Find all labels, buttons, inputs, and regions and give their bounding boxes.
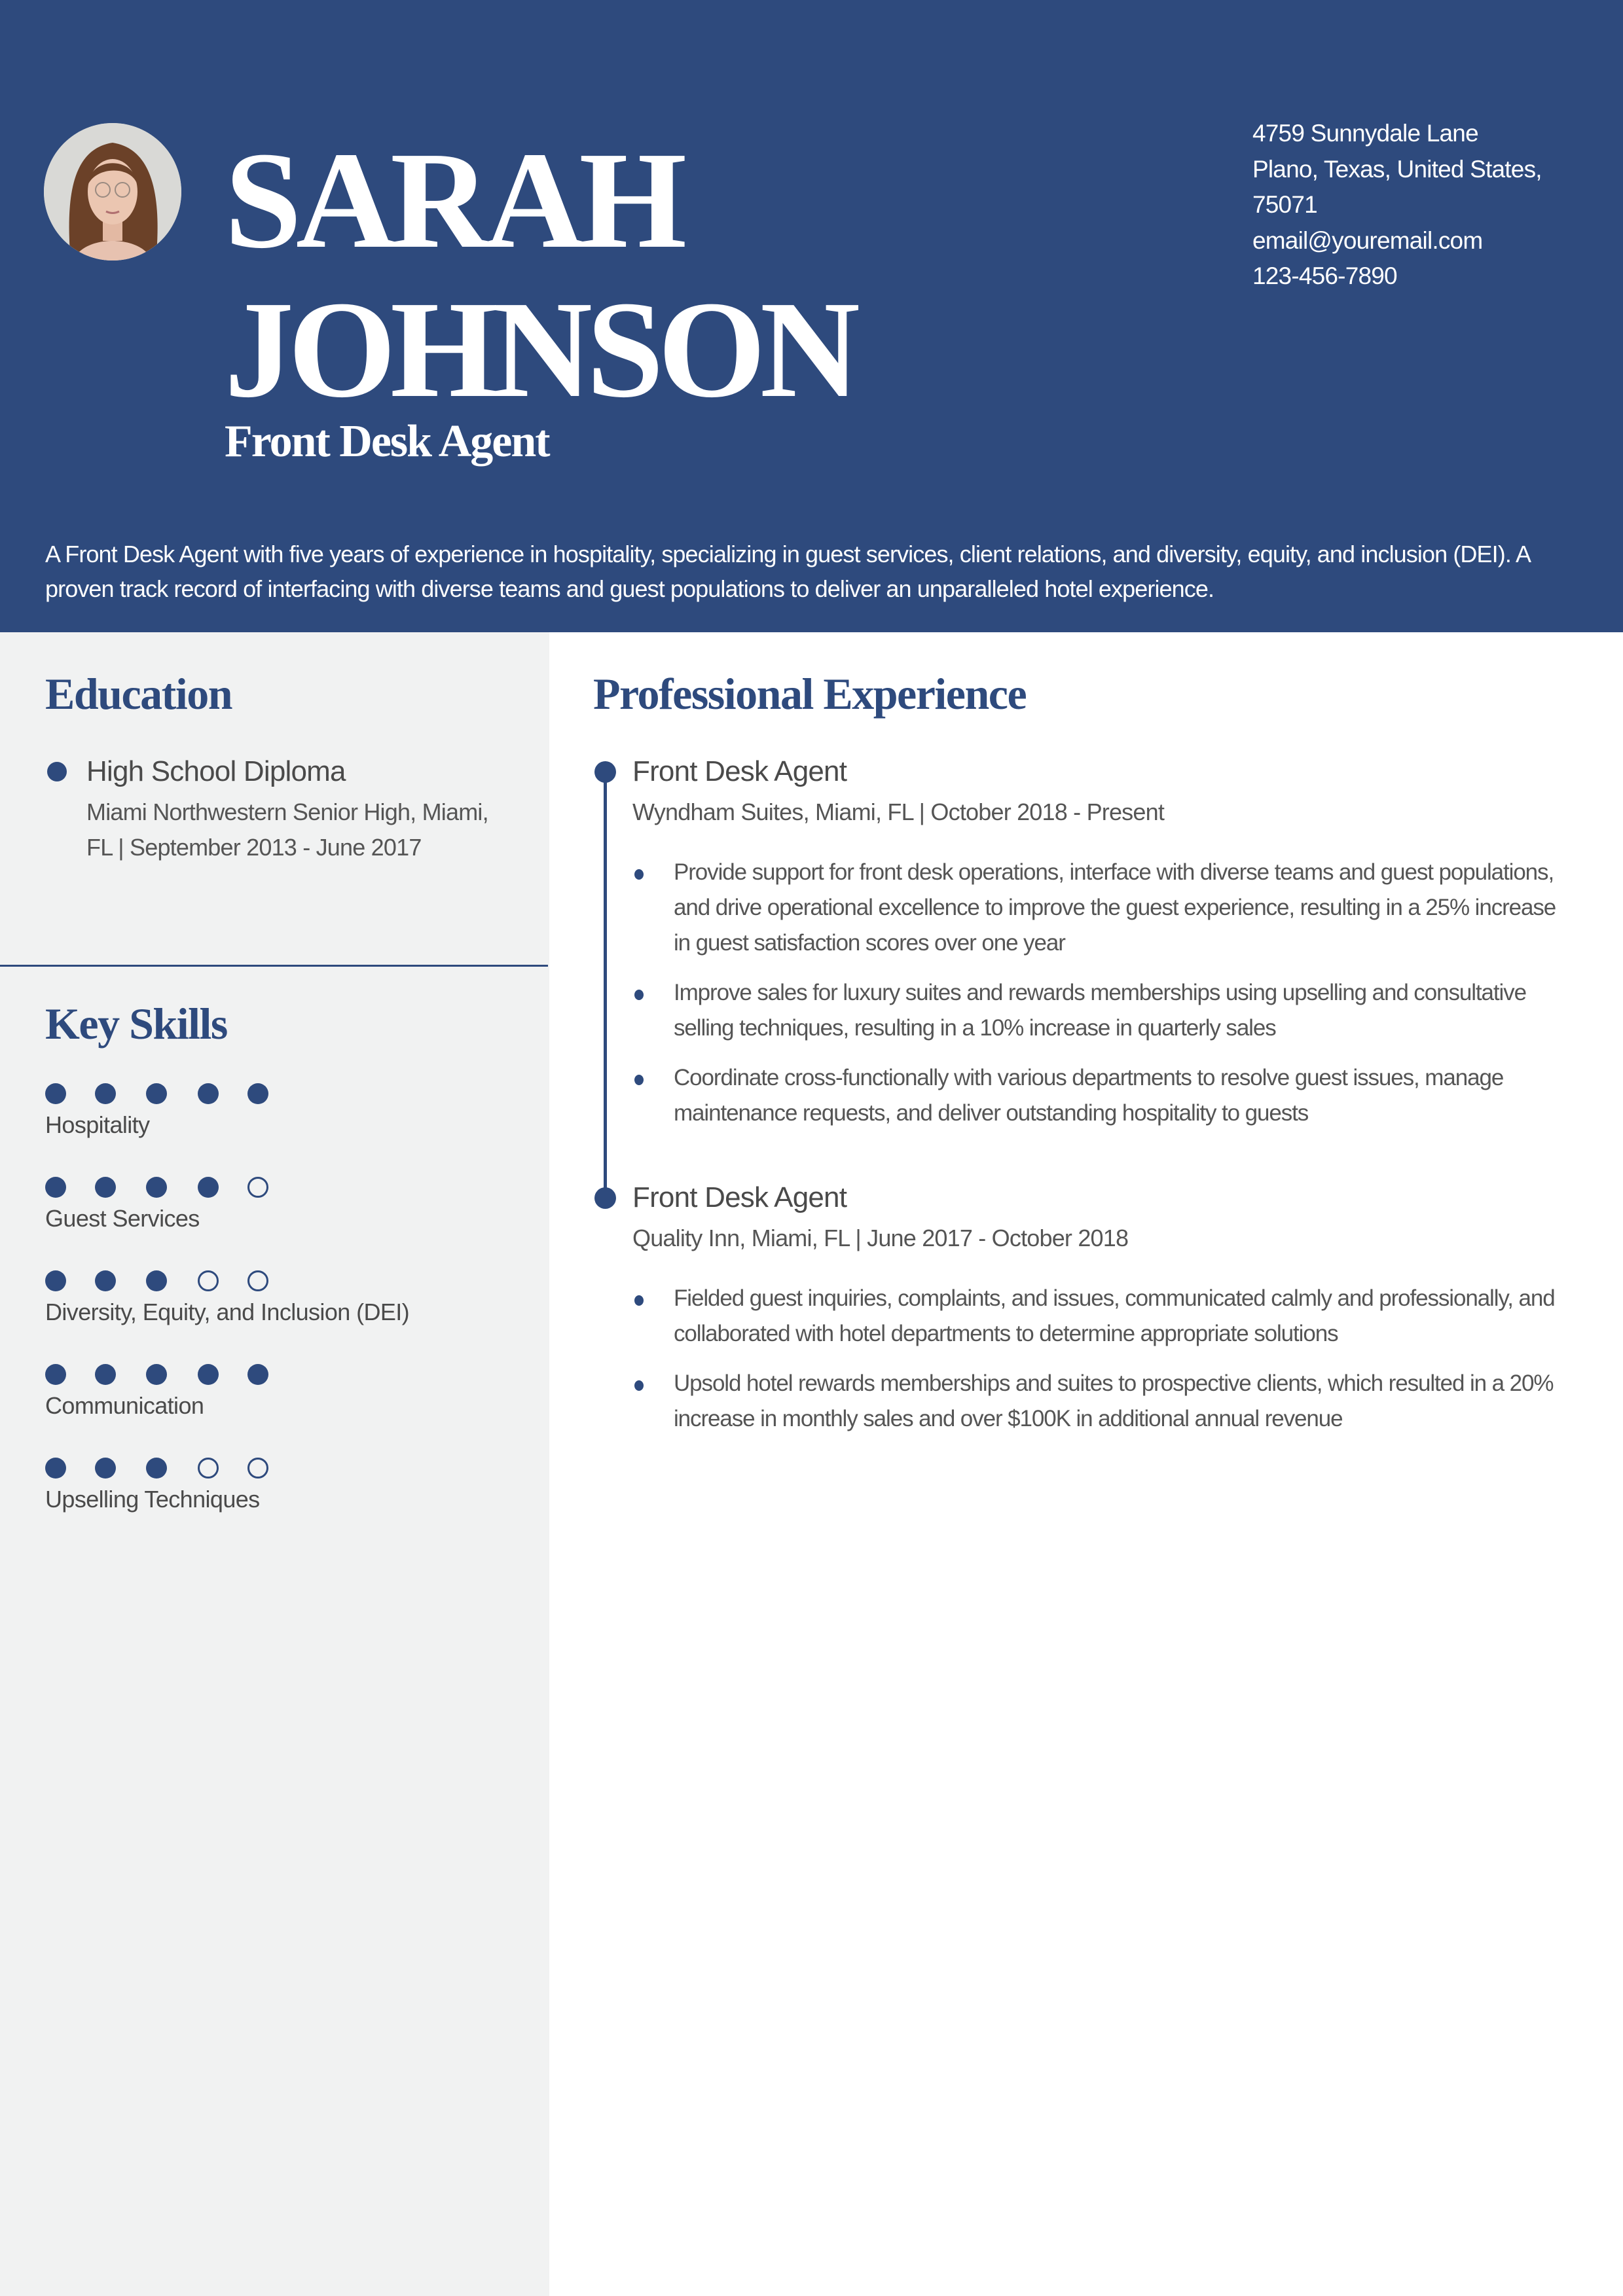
job-bullets [632, 855, 1562, 1131]
job-title: Front Desk Agent [225, 416, 549, 467]
skill-dot-filled-icon [45, 1270, 66, 1291]
job-entry-title: Front Desk Agent [632, 1181, 847, 1213]
timeline-dot-icon [594, 761, 616, 783]
summary: A Front Desk Agent with five years of experience in hospitality, specializing in guest services, client relations, and diversity, equity, and inclusion (DEI). A proven track record of interfacing with diverse teams and guest populations to deliver an unparalleled hotel experience. [45, 541, 1530, 602]
bullet-text: Provide support for front desk operations, interface with diverse teams and guest populations, and drive operational excellence to improve the guest experience, resulting in a 25% increase in guest satisfaction scores over one year [674, 859, 1556, 956]
bullet-text: Coordinate cross-functionally with various departments to resolve guest issues, manage maintenance requests, and deliver outstanding hospitality to guests [674, 1065, 1504, 1126]
education-details: Miami Northwestern Senior High, Miami, FL | September 2013 - June 2017 [86, 798, 488, 861]
skill-dot-empty-icon [247, 1458, 268, 1479]
bullet-text: Fielded guest inquiries, complaints, and issues, communicated calmly and professionally, and collaborated with hotel departments to determine appropriate solutions [674, 1285, 1555, 1346]
education-degree: High School Diploma [86, 755, 346, 787]
skill-dot-filled-icon [95, 1083, 116, 1104]
job-bullet [632, 1060, 1562, 1131]
phone: 123-456-7890 [1252, 262, 1397, 289]
job-bullet [632, 1366, 1562, 1437]
email[interactable]: email@youremail.com [1252, 226, 1483, 254]
sidebar [0, 632, 549, 2296]
skill-dot-filled-icon [95, 1364, 116, 1385]
section-divider [0, 965, 548, 967]
bullet-icon [634, 990, 644, 1000]
job-entry-company: Wyndham Suites, Miami, FL | October 2018 - Present [632, 798, 1165, 825]
skill-dot-filled-icon [95, 1177, 116, 1198]
experience-heading: Professional Experience [593, 669, 1027, 719]
skill-dot-filled-icon [45, 1458, 66, 1479]
skill-dot-filled-icon [45, 1364, 66, 1385]
first-name: SARAH [225, 123, 682, 277]
education-bullet-icon [47, 762, 67, 781]
skill-dot-empty-icon [198, 1458, 219, 1479]
skill-dot-filled-icon [198, 1364, 219, 1385]
job-bullet [632, 975, 1562, 1046]
skills-heading: Key Skills [45, 999, 227, 1049]
skill-dot-filled-icon [247, 1364, 268, 1385]
job-entry [632, 1180, 1562, 1451]
profile-photo [44, 123, 181, 260]
bullet-text: Upsold hotel rewards memberships and suites to prospective clients, which resulted in a 20% increase in monthly sales and over $100K in additional annual revenue [674, 1371, 1554, 1431]
address-line2: Plano, Texas, United States, [1252, 155, 1542, 183]
education-heading: Education [45, 669, 232, 719]
job-bullet [632, 855, 1562, 961]
job-bullets [632, 1281, 1562, 1437]
avatar-image [44, 123, 181, 260]
skill-dot-filled-icon [146, 1083, 167, 1104]
skill-dot-filled-icon [146, 1270, 167, 1291]
bullet-icon [634, 869, 644, 880]
skill-label: Hospitality [45, 1111, 150, 1138]
skill-dot-filled-icon [247, 1083, 268, 1104]
skill-dot-filled-icon [95, 1270, 116, 1291]
job-bullet [632, 1281, 1562, 1352]
bullet-icon [634, 1380, 644, 1391]
skill-dot-filled-icon [146, 1458, 167, 1479]
skill-dot-filled-icon [45, 1177, 66, 1198]
skill-dot-filled-icon [198, 1083, 219, 1104]
postal-code: 75071 [1252, 191, 1317, 218]
job-entry-company: Quality Inn, Miami, FL | June 2017 - October 2018 [632, 1225, 1129, 1251]
skill-dot-empty-icon [198, 1270, 219, 1291]
bullet-icon [634, 1075, 644, 1085]
job-entry [632, 754, 1562, 1145]
skill-dot-filled-icon [198, 1177, 219, 1198]
bullet-text: Improve sales for luxury suites and rewards memberships using upselling and consultative selling techniques, resulting in a 10% increase in quarterly sales [674, 980, 1526, 1041]
bullet-icon [634, 1295, 644, 1306]
skill-dot-filled-icon [45, 1083, 66, 1104]
skill-label: Guest Services [45, 1205, 200, 1232]
skill-dot-empty-icon [247, 1270, 268, 1291]
contact-info [1252, 116, 1593, 295]
skill-label: Communication [45, 1392, 204, 1419]
skill-label: Diversity, Equity, and Inclusion (DEI) [45, 1299, 410, 1325]
skill-dot-empty-icon [247, 1177, 268, 1198]
job-entry-title: Front Desk Agent [632, 755, 847, 787]
skill-label: Upselling Techniques [45, 1486, 260, 1513]
skill-dot-filled-icon [146, 1177, 167, 1198]
timeline-dot-icon [594, 1187, 616, 1209]
timeline-line [604, 772, 607, 1198]
last-name: JOHNSON [225, 272, 854, 426]
skill-dot-filled-icon [146, 1364, 167, 1385]
skill-dot-filled-icon [95, 1458, 116, 1479]
address-line1: 4759 Sunnydale Lane [1252, 120, 1478, 147]
